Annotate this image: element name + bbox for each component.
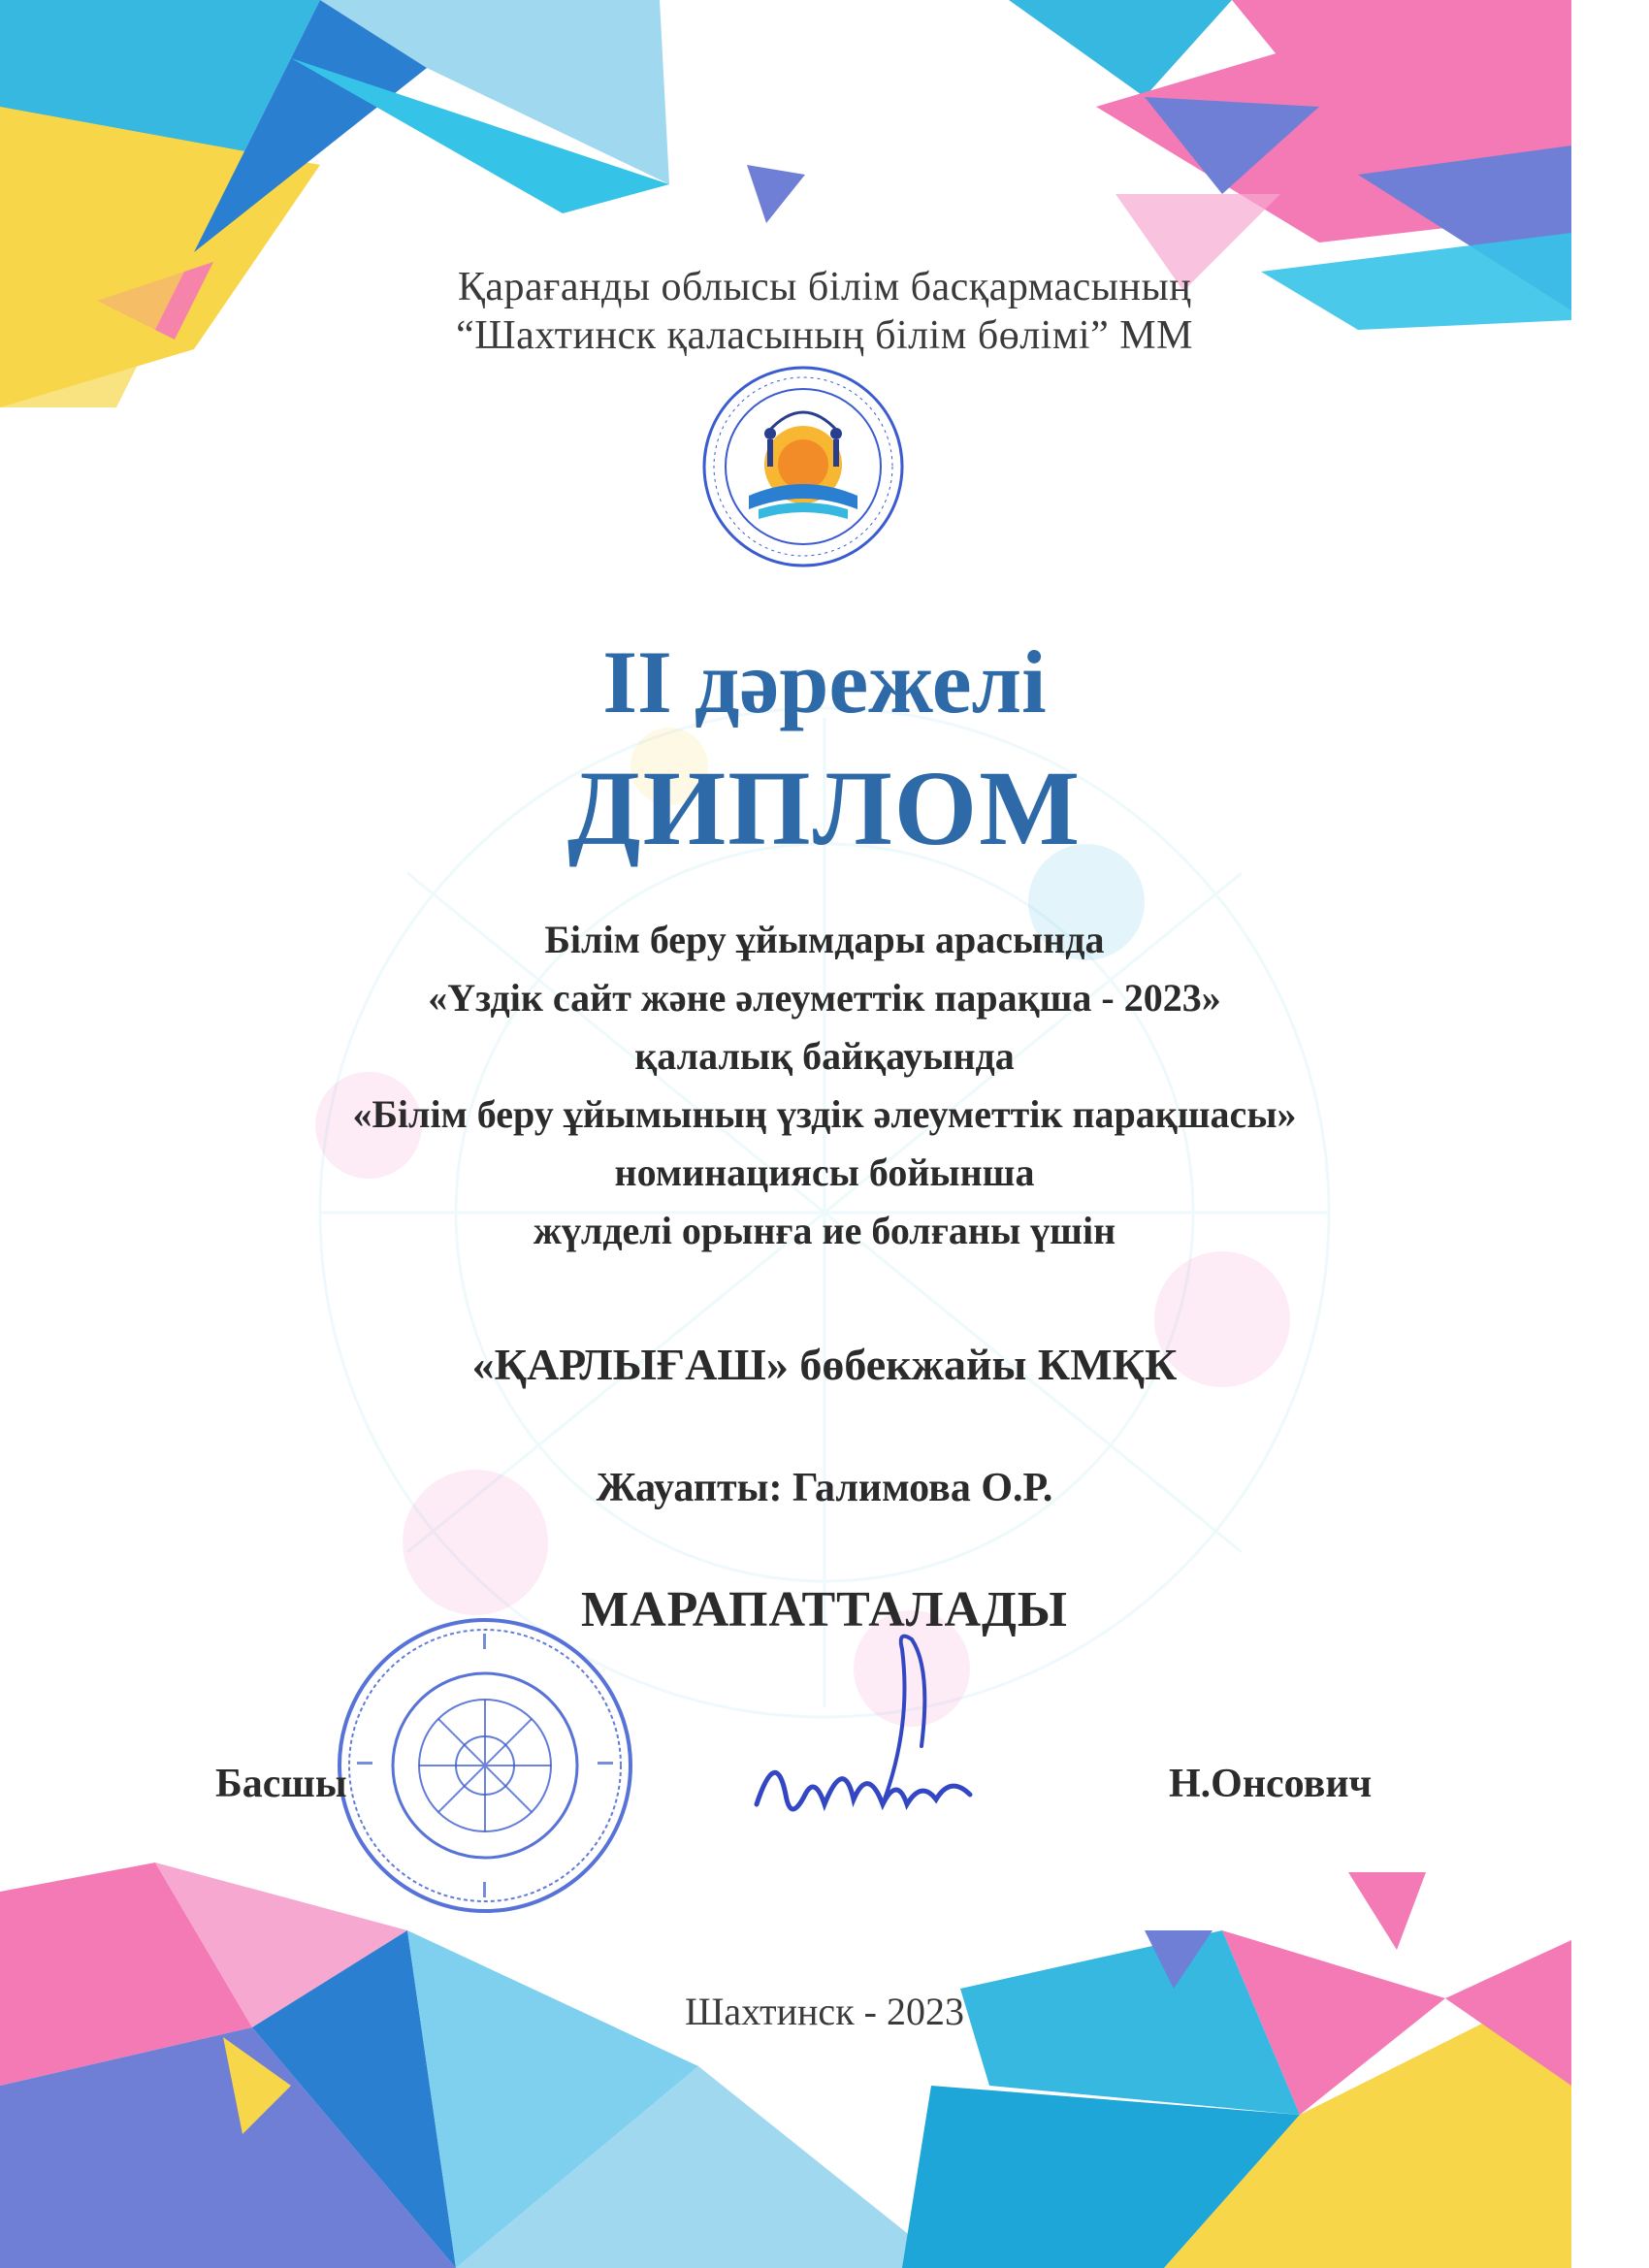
header-line-1: Қарағанды облысы білім басқармасының (457, 265, 1192, 309)
body-line-4: «Білім беру ұйымының үздік әлеуметтік парақшасы» (352, 1092, 1297, 1136)
footer-place-year: Шахтинск - 2023 (685, 1990, 964, 2033)
body-line-3: қалалық байқауында (634, 1034, 1015, 1078)
education-emblem-icon (700, 364, 906, 569)
body-line-1: Білім беру ұйымдары арасында (544, 918, 1105, 961)
body-line-6: жүлделі орынға ие болғаны үшін (533, 1209, 1116, 1252)
signature-icon (737, 1610, 1028, 1863)
signatory-role: Басшы (215, 1762, 347, 1806)
recipient-organization: «ҚАРЛЫҒАШ» бөбекжайы КМҚК (471, 1340, 1178, 1389)
body-line-2: «Үздік сайт және әлеуметтік парақша - 2023» (428, 976, 1221, 1020)
awarded-text: МАРАПАТТАЛАДЫ (581, 1582, 1068, 1637)
diploma-title: ДИПЛОМ (566, 749, 1083, 867)
body-line-5: номинациясы бойынша (614, 1150, 1035, 1194)
responsible-person: Жауапты: Галимова О.Р. (596, 1466, 1053, 1510)
diploma-degree: ІІ дәрежелі (602, 632, 1047, 731)
signatory-name: Н.Онсович (1169, 1762, 1373, 1806)
official-seal-icon (330, 1610, 640, 1921)
header-line-2: “Шахтинск қаласының білім бөлімі” ММ (456, 313, 1193, 358)
